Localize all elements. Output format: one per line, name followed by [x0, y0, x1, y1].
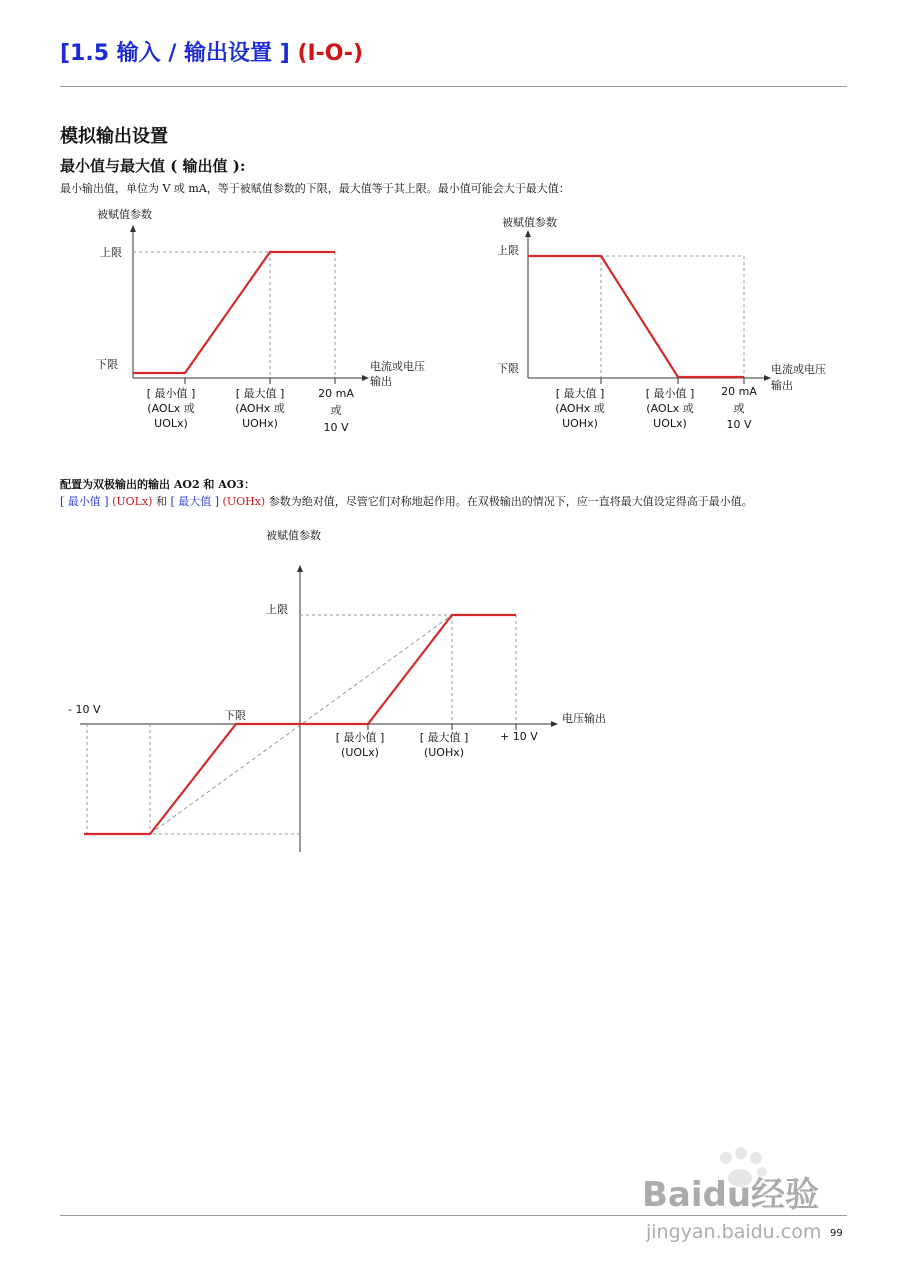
chart1-tick2-line2: (AOHx 或 — [235, 402, 285, 415]
chart-min-max-rising — [96, 207, 425, 434]
chart1-tick3-line1: 20 mA — [318, 387, 354, 400]
bipolar-min-label: [ 最小值 ] — [60, 495, 109, 508]
chart1-tick2-line3: UOHx) — [242, 417, 278, 430]
chart2-tick1-line3: UOHx) — [562, 417, 598, 430]
bipolar-max-label: [ 最大值 ] — [170, 495, 220, 508]
chart1-y-label: 被赋值参数 — [97, 208, 152, 221]
chart1-upper-label: 上限 — [100, 246, 122, 259]
intro-paragraph: 最小输出值，单位为 V 或 mA，等于被赋值参数的下限，最大值等于其上限。最小值可能会大于最大值： — [60, 182, 570, 195]
bipolar-paragraph — [60, 493, 753, 509]
chart2-lower-label: 下限 — [497, 362, 519, 375]
chart2-tick1-line1: [ 最大值 ] — [555, 387, 605, 400]
chart1-x-label-1: 电流或电压 — [370, 360, 425, 373]
chart3-y-label: 被赋值参数 — [266, 529, 321, 542]
chart3-x-label: 电压输出 — [562, 712, 606, 725]
chart2-y-label: 被赋值参数 — [502, 216, 557, 229]
chart3-tick1-line2: (UOLx) — [341, 746, 379, 759]
section-title: 模拟输出设置 — [60, 126, 168, 147]
chart2-tick2-line2: (AOLx 或 — [646, 402, 694, 415]
footer-divider — [60, 1215, 847, 1216]
chart1-tick3-line3: 10 V — [323, 421, 349, 434]
baidu-watermark — [642, 1147, 821, 1243]
chart2-upper-label: 上限 — [497, 244, 519, 257]
chart2-tick3-line2: 或 — [733, 402, 745, 415]
chart3-upper-label: 上限 — [266, 603, 288, 616]
chart1-tick3-line2: 或 — [330, 404, 342, 417]
chart-min-max-falling — [497, 215, 826, 431]
chart1-tick1-line3: UOLx) — [154, 417, 188, 430]
bipolar-min-code: (UOLx) — [112, 495, 153, 508]
chart2-x-label-2: 输出 — [771, 379, 793, 392]
chart1-tick1-line1: [ 最小值 ] — [146, 387, 196, 400]
chart2-tick1-line2: (AOHx 或 — [555, 402, 605, 415]
chart2-tick2-line3: UOLx) — [653, 417, 687, 430]
chart3-tick2-line2: (UOHx) — [423, 746, 465, 759]
chart1-curve — [133, 252, 335, 373]
bipolar-rest: 参数为绝对值，尽管它们对称地起作用。在双极输出的情况下，应一直将最大值设定得高于最小值。 — [265, 495, 753, 508]
chart2-tick2-line1: [ 最小值 ] — [645, 387, 695, 400]
chart1-x-label-2: 输出 — [370, 375, 392, 388]
chart1-tick2-line1: [ 最大值 ] — [235, 387, 285, 400]
chart-bipolar-output — [68, 528, 606, 852]
chart2-tick3-line1: 20 mA — [721, 385, 757, 398]
bipolar-max-code: (UOHx) — [222, 495, 266, 508]
section-subtitle: 最小值与最大值 ( 输出值 ): — [60, 157, 246, 175]
watermark-url: jingyan.baidu.com — [646, 1221, 822, 1243]
bipolar-and: 和 — [152, 495, 171, 508]
page-number: 99 — [830, 1228, 843, 1239]
chart2-tick3-line3: 10 V — [726, 418, 752, 431]
chart3-tick1-line1: [ 最小值 ] — [335, 731, 385, 744]
chart3-neg-label: - 10 V — [68, 703, 101, 716]
header-title-code: (I-O-) — [297, 41, 364, 66]
chart3-pos-label: + 10 V — [500, 730, 538, 743]
chart2-x-label-1: 电流或电压 — [771, 363, 826, 376]
header-title-main: [1.5 输入 / 输出设置 ] — [60, 41, 290, 66]
bipolar-heading: 配置为双极输出的输出 AO2 和 AO3： — [60, 478, 256, 491]
chart3-lower-label: 下限 — [224, 709, 246, 722]
watermark-brand: Baidu经验 — [642, 1175, 820, 1215]
chart3-tick2-line1: [ 最大值 ] — [419, 731, 469, 744]
chart1-lower-label: 下限 — [96, 358, 118, 371]
chart1-tick1-line2: (AOLx 或 — [147, 402, 195, 415]
chart2-curve — [528, 256, 744, 377]
